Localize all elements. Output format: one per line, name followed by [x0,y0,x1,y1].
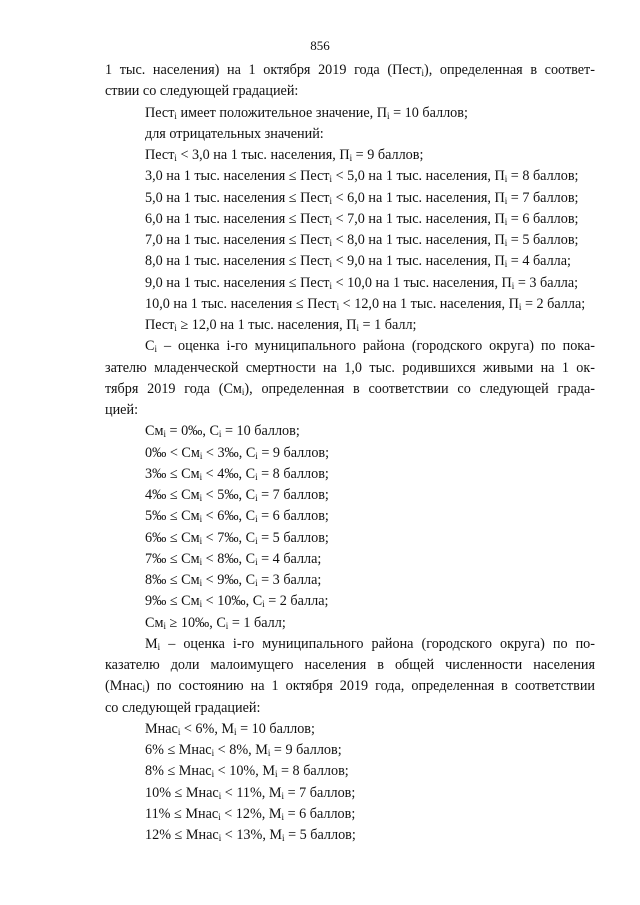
subscript-index: i [262,599,265,610]
subscript-index: i [154,344,157,355]
text-segment: ) по состоянию на 1 октября 2019 года, определенная в соответствии [145,678,595,695]
subscript-index: i [281,811,285,822]
text-line [145,464,329,484]
text-segment: = 4 балла; [257,550,322,567]
subscript-index: i [504,174,508,185]
subscript-index: i [234,726,237,737]
subscript-index: i [157,641,161,652]
subscript-index: i [282,833,285,843]
subscript-index: i [255,578,258,588]
subscript-index: i [199,556,203,567]
text-segment: < 10%, М [214,763,275,780]
text-segment: < 8‰, С [202,550,256,567]
subscript-index: i [421,68,424,78]
text-segment: цией: [105,402,139,418]
subscript-index: i [329,259,333,270]
subscript-index: i [255,493,258,503]
subscript-index: i [255,471,258,482]
text-segment: = 5 баллов; [284,827,356,843]
text-segment: < 6‰, С [202,508,256,525]
text-segment: = 8 баллов; [257,465,329,482]
text-segment: 10% ≤ Мнас [145,784,219,801]
text-segment: = 5 баллов; [507,232,579,248]
subscript-index: i [255,450,258,461]
text-segment: < 13%, М [221,827,283,843]
text-segment: 12% ≤ Мнас [145,827,219,843]
text-segment: – оценка i-го муниципального района (городского округа) по пока- [156,338,595,355]
subscript-index: i [281,790,285,801]
text-segment: < 8%, М [214,742,268,758]
subscript-index: i [329,216,333,227]
text-segment: = 2 балла; [521,295,586,312]
subscript-index: i [255,514,258,525]
subscript-index: i [255,556,258,567]
text-segment: = 1 балл; [358,317,417,333]
text-line [105,60,595,80]
text-segment: = 8 баллов; [507,168,579,185]
subscript-index: i [329,238,333,248]
text-segment: < 6,0 на 1 тыс. населения, П [332,189,505,206]
text-segment: ), определенная в соответ- [424,62,595,78]
text-line [145,719,315,739]
text-segment: М [145,635,158,652]
text-segment: 3‰ ≤ См [145,465,200,482]
text-segment: ствии со следующей градацией: [105,83,299,100]
text-segment: Пест [145,147,175,163]
text-segment: ≥ 12,0 на 1 тыс. населения, П [176,317,357,333]
text-line [145,804,355,824]
text-segment: Пест [145,317,175,333]
text-line [145,251,571,271]
text-segment: < 7‰, С [202,529,256,546]
subscript-index: i [211,769,215,780]
text-segment: < 10,0 на 1 тыс. населения, П [332,274,512,291]
text-segment: < 10‰, С [202,593,263,610]
text-line [145,188,579,208]
text-segment: < 12%, М [220,805,282,822]
text-segment: = 9 баллов; [270,742,342,758]
text-segment: = 7 баллов; [507,189,579,206]
subscript-index: i [218,833,222,843]
text-segment: < 4‰, С [202,465,256,482]
text-segment: См [145,423,164,440]
subscript-index: i [329,195,333,206]
subscript-index: i [504,195,508,206]
text-segment: < 8,0 на 1 тыс. населения, П [332,232,505,248]
text-segment: = 2 балла; [264,593,329,610]
subscript-index: i [218,429,222,440]
text-line [145,506,329,526]
text-line [145,421,300,441]
text-segment: = 1 балл; [228,614,286,631]
text-line [145,783,355,803]
text-segment: = 9 баллов; [257,444,330,461]
text-segment: = 10 баллов; [389,104,468,121]
text-line [145,485,329,505]
subscript-index: i [504,216,508,227]
text-segment: См [145,614,164,631]
subscript-index: i [174,153,177,163]
text-segment: = 8 баллов; [277,763,349,780]
text-line [145,825,356,845]
text-line [145,336,595,356]
subscript-index: i [218,790,222,801]
subscript-index: i [174,110,177,121]
subscript-index: i [241,386,245,397]
text-segment: 6,0 на 1 тыс. населения ≤ Пест [145,210,330,227]
text-segment: 9,0 на 1 тыс. населения ≤ Пест [145,274,330,291]
text-segment: = 6 баллов; [284,805,356,822]
text-line [145,740,342,760]
text-segment: 1 тыс. населения) на 1 октября 2019 года (Пест [105,62,422,78]
text-segment: < 5‰, С [202,487,256,503]
text-line [105,358,595,378]
text-segment: 10,0 на 1 тыс. населения ≤ Пест [145,295,337,312]
text-segment: = 0‰, С [165,423,219,440]
text-segment: < 7,0 на 1 тыс. населения, П [332,210,505,227]
subscript-index: i [174,323,177,333]
text-line [145,124,324,144]
text-line [145,230,579,250]
subscript-index: i [177,726,181,737]
subscript-index: i [356,323,359,333]
text-segment: Мнас [145,720,178,737]
subscript-index: i [199,471,203,482]
text-segment: = 6 баллов; [507,210,579,227]
subscript-index: i [218,811,221,822]
text-segment: 6% ≤ Мнас [145,742,212,758]
text-line [145,634,595,654]
text-segment: – оценка i-го муниципального района (городского округа) по по- [160,635,595,652]
subscript-index: i [163,429,166,440]
text-segment: С [145,338,155,355]
text-segment: = 10 баллов; [221,423,300,440]
subscript-index: i [336,301,340,312]
subscript-index: i [163,620,166,631]
text-segment: 5,0 на 1 тыс. населения ≤ Пест [145,189,330,206]
text-segment: 8,0 на 1 тыс. населения ≤ Пест [145,253,330,270]
page-number: 856 [310,38,330,53]
text-line [105,400,138,420]
text-segment: 11% ≤ Мнас [145,805,219,822]
text-segment: (Мнас [105,678,143,695]
subscript-index: i [349,153,353,163]
text-segment: < 5,0 на 1 тыс. населения, П [332,168,505,185]
text-line [145,145,423,165]
text-segment: 7,0 на 1 тыс. населения ≤ Пест [145,232,330,248]
subscript-index: i [211,748,215,758]
text-line [145,103,468,123]
text-segment: < 12,0 на 1 тыс. населения, П [339,295,519,312]
text-segment: < 9,0 на 1 тыс. населения, П [332,253,505,270]
text-segment: казателю доли малоимущего населения в общей численности населения [105,657,595,673]
text-line [105,379,595,399]
text-segment: ≥ 10‰, С [165,614,226,631]
text-line [145,294,585,314]
text-line [145,315,416,335]
text-segment: = 7 баллов; [284,784,356,801]
text-line [145,166,579,186]
text-line [145,528,329,548]
text-segment: 7‰ ≤ См [145,550,200,567]
text-segment: ), определенная в соответствии со следующей града- [244,380,595,397]
text-segment: 8‰ ≤ См [145,572,200,588]
text-line [145,209,579,229]
text-segment: < 9‰, С [202,572,256,588]
text-segment: 3,0 на 1 тыс. населения ≤ Пест [145,168,330,185]
subscript-index: i [199,599,203,610]
subscript-index: i [225,620,229,631]
text-segment: для отрицательных значений: [145,125,324,142]
text-line [105,655,595,675]
subscript-index: i [199,450,203,461]
text-segment: < 3‰, С [202,444,256,461]
text-segment: со следующей градацией: [105,699,261,716]
text-line [145,549,321,569]
subscript-index: i [255,535,258,546]
text-line [145,613,286,633]
text-segment: 0‰ < См [145,444,200,461]
text-segment: 5‰ ≤ См [145,508,200,525]
text-segment: = 7 баллов; [257,487,329,503]
text-segment: = 10 баллов; [236,720,315,737]
text-segment: 4‰ ≤ См [145,487,200,503]
text-segment: = 3 балла; [514,274,579,291]
text-segment: < 11%, М [221,784,282,801]
text-segment: 9‰ ≤ См [145,593,200,610]
subscript-index: i [518,301,522,312]
subscript-index: i [142,684,146,695]
subscript-index: i [504,238,508,248]
text-segment: 6‰ ≤ См [145,529,200,546]
text-line [105,81,298,101]
text-line [145,761,349,781]
subscript-index: i [274,769,278,780]
subscript-index: i [387,110,390,121]
text-line [105,676,595,696]
text-segment: Пест [145,104,175,121]
text-segment: 8% ≤ Мнас [145,763,212,780]
text-segment: = 6 баллов; [257,508,329,525]
text-line [145,273,578,293]
text-line [145,570,321,590]
subscript-index: i [511,280,515,291]
subscript-index: i [267,748,271,758]
text-line [145,443,329,463]
text-segment: = 5 баллов; [257,529,329,546]
subscript-index: i [199,493,203,503]
text-segment: тября 2019 года (См [105,380,242,397]
text-line [145,591,328,611]
text-segment: < 6%, М [180,720,235,737]
subscript-index: i [199,535,203,546]
text-segment: = 3 балла; [257,572,322,588]
subscript-index: i [199,578,203,588]
subscript-index: i [504,259,508,270]
text-segment: имеет положительное значение, П [176,104,388,121]
subscript-index: i [329,280,333,291]
subscript-index: i [329,174,333,185]
text-segment: зателю младенческой смертности на 1,0 тыс. родившихся живыми на 1 ок- [105,359,595,376]
text-segment: = 4 балла; [507,253,571,270]
text-segment: < 3,0 на 1 тыс. населения, П [176,147,350,163]
subscript-index: i [199,514,203,525]
text-segment: = 9 баллов; [352,147,424,163]
text-line [105,698,260,718]
